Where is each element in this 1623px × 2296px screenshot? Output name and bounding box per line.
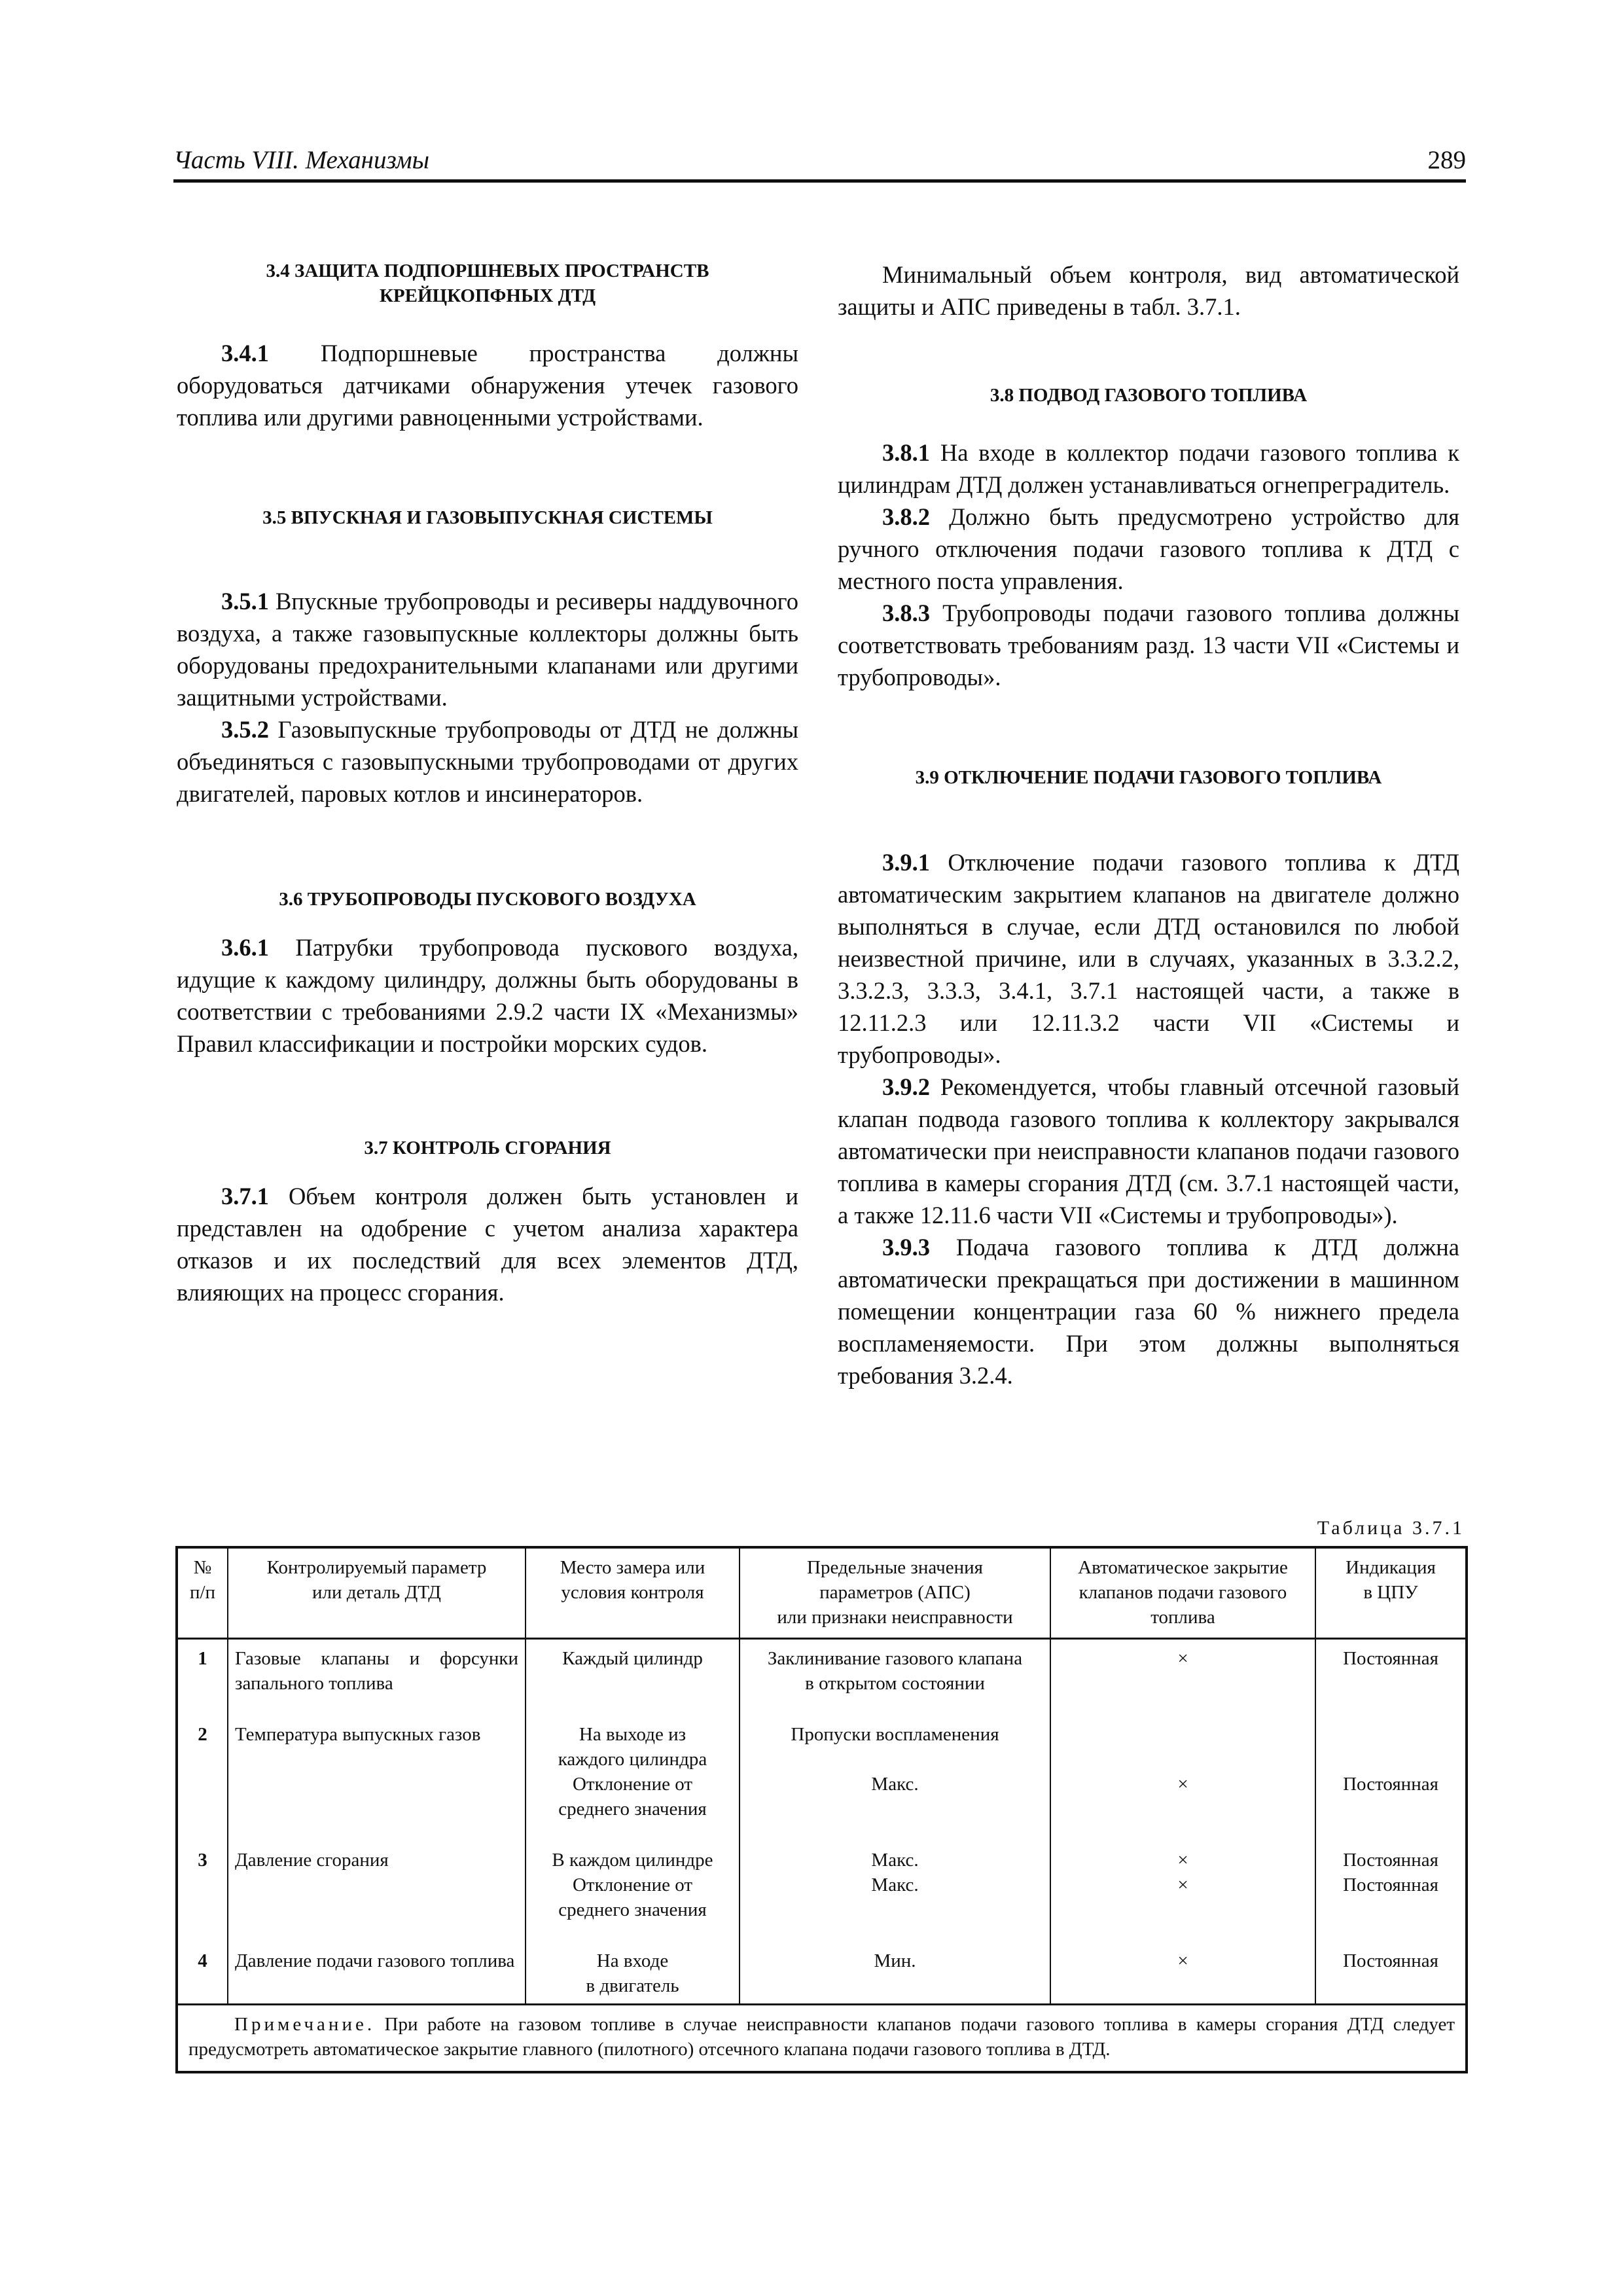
- table-row: [177, 1948, 1467, 2005]
- paragraph-3-9-2: [838, 1071, 1459, 1231]
- paragraph-text: Подача газового топлива к ДТД должна автоматически прекращаться при достижении в машинном помещении концентрации газа 60 % нижнего предела воспламеняемости. При этом должны выполняться требования 3.2.4.: [838, 1234, 1459, 1389]
- section-title-line: 3.4 ЗАЩИТА ПОДПОРШНЕВЫХ ПРОСТРАНСТВ: [266, 260, 709, 281]
- paragraph-text: Должно быть предусмотрено устройство для ручного отключения подачи газового топлива к ДТД с местного поста управления.: [838, 503, 1459, 594]
- paragraph-3-8-1: [838, 437, 1459, 501]
- clause-number: 3.4.1: [221, 340, 269, 367]
- header-auto-close: Автоматическое закрытие клапанов подачи газового топлива: [1050, 1547, 1315, 1639]
- header-limit: Предельные значения параметров (АПС) или признаки неисправности: [740, 1547, 1050, 1639]
- section-title-3-4: [177, 259, 798, 308]
- paragraph-3-6-1: [177, 931, 798, 1060]
- table-3-7-1: [175, 1546, 1468, 2073]
- cell-limit: Мин.: [740, 1948, 1050, 2005]
- table-wrapper: [175, 1546, 1465, 2073]
- clause-number: 3.7.1: [221, 1183, 269, 1210]
- paragraph-3-8-3: [838, 597, 1459, 693]
- cell-place: В каждом цилиндре Отклонение от среднего значения: [526, 1848, 740, 1948]
- note-label: Примечание.: [234, 2014, 376, 2035]
- table-caption: Таблица 3.7.1: [1317, 1517, 1465, 1539]
- paragraph-text: Объем контроля должен быть установлен и представлен на одобрение с учетом анализа характера отказов и их последствий для всех элементов ДТД, влияющих на процесс сгорания.: [177, 1183, 798, 1306]
- clause-number: 3.9.3: [882, 1234, 930, 1261]
- page-header: [173, 143, 1466, 183]
- page-number: 289: [1427, 146, 1466, 174]
- table-row: [177, 1639, 1467, 1723]
- right-column: [838, 259, 1459, 1391]
- cell-num: 4: [177, 1948, 228, 2005]
- paragraph-3-9-1: [838, 846, 1459, 1071]
- paragraph-text: На входе в коллектор подачи газового топлива к цилиндрам ДТД должен устанавливаться огнепреградитель.: [838, 439, 1459, 498]
- header-place: Место замера или условия контроля: [526, 1547, 740, 1639]
- paragraph-3-5-2: [177, 713, 798, 810]
- table-row: [177, 1848, 1467, 1948]
- table-note-row: [177, 2005, 1467, 2073]
- header-num: № п/п: [177, 1547, 228, 1639]
- cell-auto-close: × ×: [1050, 1848, 1315, 1948]
- cell-param: Газовые клапаны и форсунки запального топлива: [228, 1639, 526, 1723]
- cell-num: 3: [177, 1848, 228, 1948]
- section-title-3-5: 3.5 ВПУСКНАЯ И ГАЗОВЫПУСКНАЯ СИСТЕМЫ: [262, 507, 713, 528]
- paragraph-3-5-1: [177, 585, 798, 713]
- section-title-3-7: 3.7 КОНТРОЛЬ СГОРАНИЯ: [364, 1138, 611, 1158]
- table-header-row: [177, 1547, 1467, 1639]
- clause-number: 3.8.1: [882, 439, 930, 466]
- paragraph-intro: Минимальный объем контроля, вид автоматической защиты и АПС приведены в табл. 3.7.1.: [838, 261, 1459, 320]
- left-column: [177, 259, 798, 1308]
- cell-num: 2: [177, 1722, 228, 1848]
- cell-param: Давление подачи газового топлива: [228, 1948, 526, 2005]
- section-title-3-6: 3.6 ТРУБОПРОВОДЫ ПУСКОВОГО ВОЗДУХА: [279, 889, 696, 910]
- cell-limit: Заклинивание газового клапана в открытом состоянии: [740, 1639, 1050, 1723]
- paragraph-text: Подпоршневые пространства должны оборудоваться датчиками обнаружения утечек газового топлива или другими равноценными устройствами.: [177, 340, 798, 431]
- cell-place: На входе в двигатель: [526, 1948, 740, 2005]
- paragraph-text: Отключение подачи газового топлива к ДТД автоматическим закрытием клапанов на двигателе должно выполняться в случае, если ДТД остановился по любой неизвестной причине, или в случаях, указанных в 3.3.2.2, 3.3.2.3, 3.3.3, 3.4.1, 3.7.1 настоящей части, а также в 12.11.2.3 или 12.11.3.2 части VII «Системы и трубопроводы».: [838, 849, 1459, 1068]
- table-note: [177, 2005, 1467, 2073]
- table-row: [177, 1722, 1467, 1848]
- note-text: При работе на газовом топливе в случае неисправности клапанов подачи газового топлива в камеры сгорания ДТД следует предусмотреть автоматическое закрытие главного (пилотного) отсечного клапана подачи газового топлива в ДТД.: [188, 2014, 1455, 2060]
- section-title-line: КРЕЙЦКОПФНЫХ ДТД: [379, 285, 596, 306]
- cell-param: Давление сгорания: [228, 1848, 526, 1948]
- cell-param: Температура выпускных газов: [228, 1722, 526, 1848]
- section-title-3-9: 3.9 ОТКЛЮЧЕНИЕ ПОДАЧИ ГАЗОВОГО ТОПЛИВА: [915, 767, 1382, 788]
- cell-limit: Макс. Макс.: [740, 1848, 1050, 1948]
- paragraph-3-7-1: [177, 1180, 798, 1308]
- paragraph-3-9-3: [838, 1231, 1459, 1391]
- paragraph-text: Газовыпускные трубопроводы от ДТД не должны объединяться с газовыпускными трубопроводами от других двигателей, паровых котлов и инсинераторов.: [177, 716, 798, 807]
- cell-indication: Постоянная: [1315, 1722, 1467, 1848]
- header-param: Контролируемый параметр или деталь ДТД: [228, 1547, 526, 1639]
- cell-indication: Постоянная: [1315, 1948, 1467, 2005]
- cell-place: Каждый цилиндр: [526, 1639, 740, 1723]
- cell-auto-close: ×: [1050, 1722, 1315, 1848]
- cell-limit: Пропуски воспламенения Макс.: [740, 1722, 1050, 1848]
- clause-number: 3.6.1: [221, 934, 269, 961]
- paragraph-3-8-2: [838, 501, 1459, 597]
- clause-number: 3.8.2: [882, 503, 930, 530]
- cell-indication: Постоянная: [1315, 1639, 1467, 1723]
- cell-indication: Постоянная Постоянная: [1315, 1848, 1467, 1948]
- cell-num: 1: [177, 1639, 228, 1723]
- clause-number: 3.9.1: [882, 849, 930, 876]
- clause-number: 3.5.2: [221, 716, 269, 743]
- paragraph-text: Патрубки трубопровода пускового воздуха, идущие к каждому цилиндру, должны быть оборудованы в соответствии с требованиями 2.9.2 части IX «Механизмы» Правил классификации и постройки морских судов.: [177, 934, 798, 1057]
- section-title-3-8: 3.8 ПОДВОД ГАЗОВОГО ТОПЛИВА: [990, 385, 1308, 406]
- header-indication: Индикация в ЦПУ: [1315, 1547, 1467, 1639]
- clause-number: 3.5.1: [221, 588, 269, 615]
- paragraph-text: Трубопроводы подачи газового топлива должны соответствовать требованиям разд. 13 части VII «Системы и трубопроводы».: [838, 600, 1459, 691]
- running-title: Часть VIII. Механизмы: [173, 146, 430, 174]
- paragraph-text: Рекомендуется, чтобы главный отсечной газовый клапан подвода газового топлива к коллектору закрывался автоматически при неисправности клапанов подачи газового топлива в камеры сгорания ДТД (см. 3.7.1 настоящей части, а также 12.11.6 части VII «Системы и трубопроводы»).: [838, 1073, 1459, 1229]
- cell-auto-close: ×: [1050, 1639, 1315, 1723]
- clause-number: 3.9.2: [882, 1073, 930, 1100]
- clause-number: 3.8.3: [882, 600, 930, 626]
- paragraph-3-4-1: [177, 337, 798, 433]
- paragraph-text: Впускные трубопроводы и ресиверы наддувочного воздуха, а также газовыпускные коллекторы должны быть оборудованы предохранительными клапанами или другими защитными устройствами.: [177, 588, 798, 711]
- cell-auto-close: ×: [1050, 1948, 1315, 2005]
- cell-place: На выходе из каждого цилиндра Отклонение от среднего значения: [526, 1722, 740, 1848]
